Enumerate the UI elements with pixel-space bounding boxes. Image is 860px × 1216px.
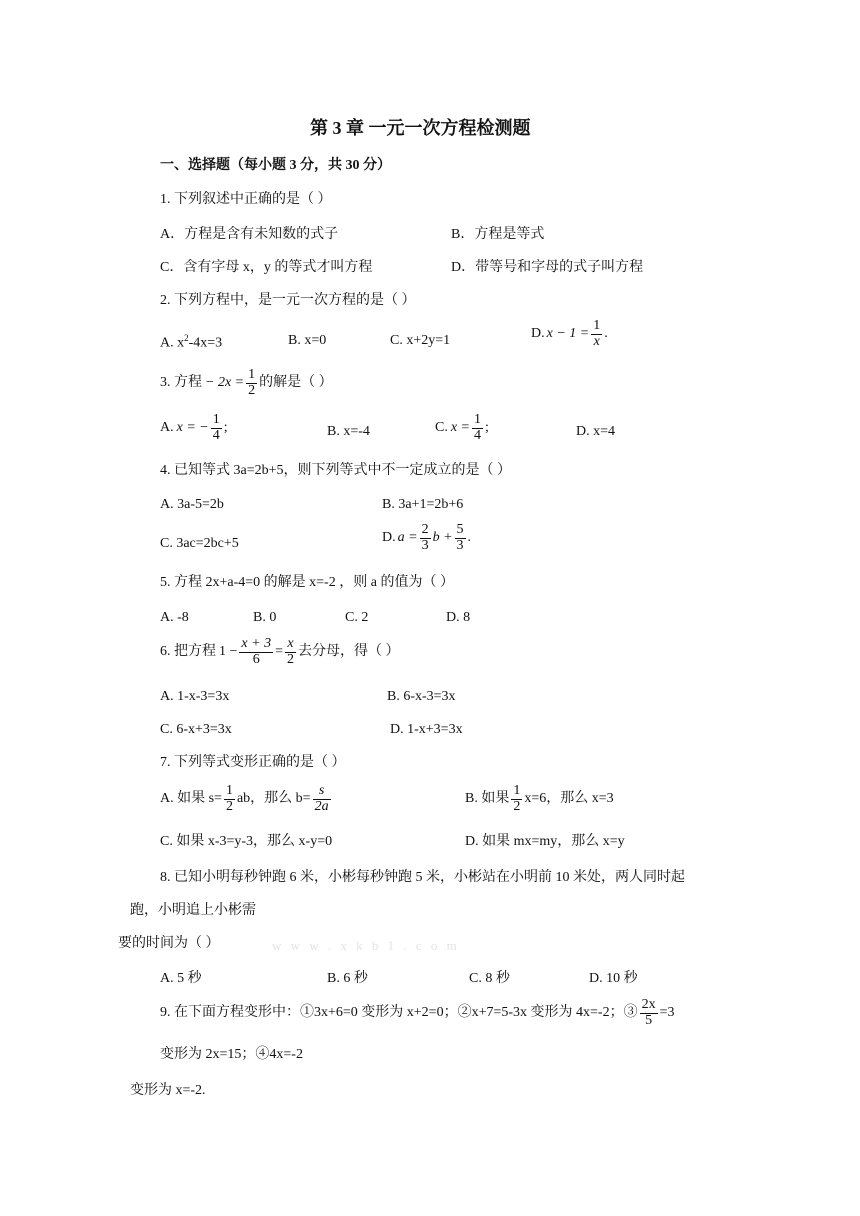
q8-option-b: B. 6 秒 (327, 971, 368, 986)
q3-stem-pre: 3. 方程 (160, 375, 202, 391)
q6-option-c: C. 6-x+3=3x (160, 722, 232, 737)
q6-stem-post: 去分母，得（ ） (297, 644, 400, 660)
q3-c-fraction (472, 413, 483, 443)
q7-option-c: C. 如果 x-3=y-3，那么 x-y=0 (160, 834, 333, 849)
q5-option-b: B. 0 (253, 610, 277, 625)
q6-fraction-2 (285, 637, 296, 667)
q3-option-d: D. x=4 (576, 424, 616, 439)
q2-option-a (160, 334, 222, 351)
q7-b-n: 1 (513, 783, 521, 798)
q6-eq: = (275, 644, 283, 660)
q3-stem-num: 1 (248, 367, 256, 382)
q7-option-a (160, 784, 333, 814)
q7-a-n2: s (318, 783, 325, 798)
page-title: 第 3 章 一元一次方程检测题 (310, 118, 531, 138)
q3-a-end: ; (223, 420, 228, 436)
q6-n2: x (287, 636, 294, 651)
q6-option-d: D. 1-x+3=3x (390, 722, 463, 737)
q7-a-fraction-1 (224, 784, 235, 814)
q4-d-d1: 3 (421, 537, 429, 553)
q4-d-n2: 5 (456, 522, 464, 537)
q4-stem: 4. 已知等式 3a=2b+5，则下列等式中不一定成立的是（ ） (160, 463, 512, 478)
q4-d-fraction-1 (420, 523, 431, 553)
q3-c-end: ; (485, 420, 489, 436)
q8-line-1: 8. 已知小明每秒钟跑 6 米，小彬每秒钟跑 5 米，小彬站在小明前 10 米处，两人同时起 (160, 870, 685, 885)
q6-stem (160, 637, 399, 667)
q9-frac-den: 5 (640, 1013, 658, 1029)
q9-line-3: 变形为 x=-2. (130, 1083, 206, 1098)
q4-d-d2: 3 (456, 537, 464, 553)
q2-option-c: C. x+2y=1 (390, 333, 451, 348)
q5-stem: 5. 方程 2x+a-4=0 的解是 x=-2 ，则 a 的值为（ ） (160, 575, 454, 590)
q1-option-d: D．带等号和字母的式子叫方程 (451, 260, 644, 275)
q1-option-b: B．方程是等式 (451, 227, 545, 242)
q9-line-1-pre: 9. 在下面方程变形中：①3x+6=0 变形为 x+2=0；②x+7=5-3x 变形为 4x=-2；③ (160, 1005, 638, 1021)
q3-stem (160, 368, 333, 398)
q7-a-fraction-2 (313, 784, 331, 814)
q3-a-den: 4 (212, 427, 220, 443)
q3-c-num: 1 (474, 412, 482, 427)
q6-fraction-1 (239, 637, 273, 667)
q3-c-pre: C. (435, 420, 448, 436)
q1-option-c: C．含有字母 x，y 的等式才叫方程 (160, 260, 373, 275)
q9-line-1-post: =3 (659, 1005, 675, 1021)
q8-option-c: C. 8 秒 (469, 971, 510, 986)
q7-b-pre: B. 如果 (465, 791, 510, 807)
q9-frac-num: 2x (641, 997, 656, 1012)
q7-b-d: 2 (513, 798, 521, 814)
q3-c-den: 4 (474, 427, 482, 443)
q3-a-num: 1 (212, 412, 220, 427)
q2-d-pre: D. (531, 326, 545, 342)
q2-a-post: -4x=3 (188, 335, 223, 351)
q6-one: 1 − (219, 644, 238, 660)
q7-b-fraction (511, 784, 522, 814)
q4-d-n1: 2 (421, 522, 429, 537)
q6-stem-pre: 6. 把方程 (160, 644, 216, 660)
q3-stem-fraction (246, 368, 257, 398)
q4-option-c: C. 3ac=2bc+5 (160, 536, 239, 551)
q3-a-pre: A. (160, 420, 174, 436)
q2-d-den: x (591, 334, 602, 350)
q2-d-fraction (591, 319, 602, 349)
q6-option-b: B. 6-x-3=3x (387, 689, 456, 704)
q4-d-end: . (467, 530, 472, 546)
q4-option-b: B. 3a+1=2b+6 (382, 497, 464, 512)
q7-a-d1: 2 (225, 798, 233, 814)
q3-stem-post: 的解是（ ） (259, 375, 333, 391)
q3-option-a (160, 413, 228, 443)
section-heading: 一、选择题（每小题 3 分，共 30 分） (160, 158, 391, 173)
q8-line-3: 要的时间为（ ） (118, 936, 220, 951)
q4-d-a: a = (397, 530, 418, 546)
q2-option-d (531, 319, 608, 349)
q2-option-b: B. x=0 (288, 333, 327, 348)
q7-a-mid: ab，那么 b= (236, 791, 311, 807)
q5-option-c: C. 2 (345, 610, 369, 625)
q3-stem-den: 2 (248, 382, 256, 398)
q1-option-a: A．方程是含有未知数的式子 (160, 227, 339, 242)
q9-line-1 (160, 998, 675, 1028)
watermark: w w w . x k b 1 . c o m (272, 938, 460, 953)
q7-a-d2: 2a (314, 798, 329, 814)
q4-option-a: A. 3a-5=2b (160, 497, 224, 512)
q8-option-d: D. 10 秒 (589, 971, 638, 986)
q5-option-d: D. 8 (446, 610, 471, 625)
q3-c-expr: x = (450, 420, 471, 436)
q4-option-d (382, 523, 471, 553)
q7-option-b (465, 784, 614, 814)
q7-a-n1: 1 (225, 783, 233, 798)
q4-d-pre: D. (382, 530, 396, 546)
q3-a-fraction (211, 413, 222, 443)
q3-a-expr: x = − (176, 420, 209, 436)
q1-stem: 1. 下列叙述中正确的是（ ） (160, 192, 332, 207)
q7-a-pre: A. 如果 s= (160, 791, 222, 807)
q6-d1: 6 (239, 652, 273, 668)
q2-d-expr: x − 1 = (546, 326, 590, 342)
q4-d-b: b + (432, 530, 453, 546)
q3-stem-expr: − 2x = (205, 375, 245, 391)
q9-fraction (640, 998, 658, 1028)
q8-line-2: 跑，小明追上小彬需 (130, 903, 256, 918)
q2-d-end: . (604, 326, 608, 342)
q8-option-a: A. 5 秒 (160, 971, 202, 986)
q6-n1: x + 3 (241, 636, 272, 651)
q6-d2: 2 (286, 651, 294, 667)
q2-d-num: 1 (593, 318, 601, 333)
q5-option-a: A. -8 (160, 610, 189, 625)
q6-option-a: A. 1-x-3=3x (160, 689, 230, 704)
q2-stem: 2. 下列方程中，是一元一次方程的是（ ） (160, 293, 416, 308)
q7-stem: 7. 下列等式变形正确的是（ ） (160, 755, 346, 770)
q2-a-pre: A. x (160, 335, 185, 351)
q3-option-c (435, 413, 489, 443)
q7-b-post: x=6，那么 x=3 (524, 791, 614, 807)
q9-line-2: 变形为 2x=15；④4x=-2 (160, 1047, 303, 1062)
q4-d-fraction-2 (455, 523, 466, 553)
q2-a-sup: 2 (184, 333, 189, 343)
q7-option-d: D. 如果 mx=my，那么 x=y (465, 834, 625, 849)
q3-option-b: B. x=-4 (327, 424, 370, 439)
